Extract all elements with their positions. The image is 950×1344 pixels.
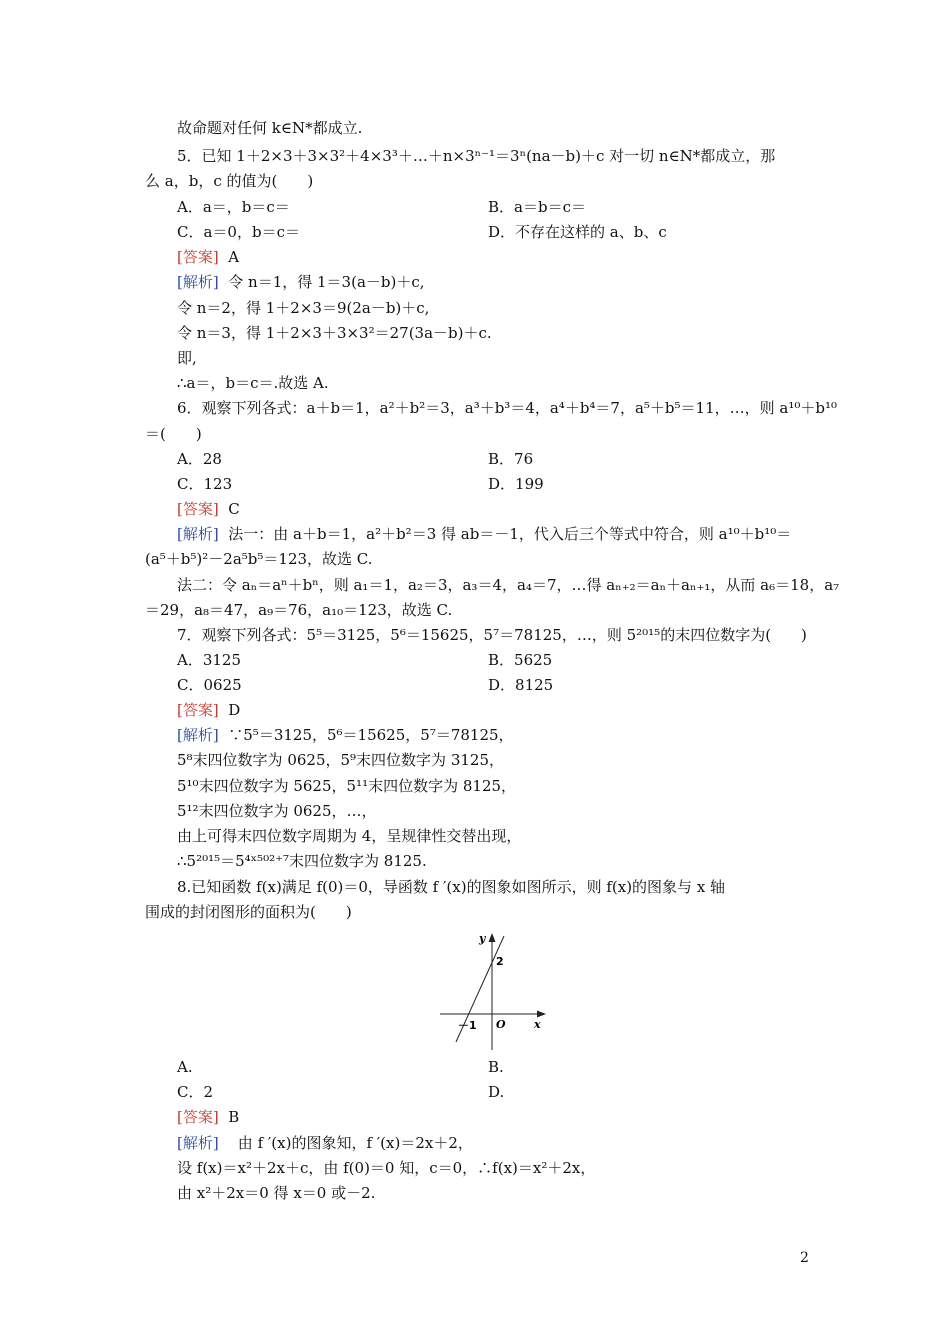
page-number: 2	[800, 1250, 809, 1266]
answer-value: C	[228, 500, 240, 518]
option-c: C．0625	[177, 676, 242, 694]
question-8-stem: 8.已知函数 f(x)满足 f(0)＝0，导函数 f ′(x)的图象如图所示，则 f(x)的图象与 x 轴	[177, 878, 726, 896]
analysis-text: 法一：由 a＋b＝1，a²＋b²＝3 得 ab＝－1，代入后三个等式中符合，则 a¹⁰＋b¹⁰＝	[228, 525, 792, 543]
option-a: A．3125	[177, 651, 242, 669]
option-a: A.	[177, 1058, 193, 1076]
analysis-tag: [解析]	[177, 1134, 219, 1152]
option-c: C．a＝0，b＝c＝	[177, 223, 300, 241]
x-label: x	[534, 1018, 541, 1031]
x-tick-label: －1	[458, 1019, 477, 1032]
question-8-stem-cont: 围成的封闭图形的面积为( )	[145, 903, 352, 921]
y-label: y	[479, 932, 486, 945]
analysis-line	[177, 272, 425, 292]
analysis-text: ＝29，a₈＝47，a₉＝76，a₁₀＝123，故选 C.	[145, 601, 453, 619]
analysis-text: ∴a＝，b＝c＝.故选 A.	[177, 374, 329, 392]
analysis-text: 5¹⁰末四位数字为 5625，5¹¹末四位数字为 8125，	[177, 777, 517, 795]
text-line: 故命题对任何 k∈N*都成立.	[177, 119, 363, 137]
y-tick-label: 2	[496, 955, 504, 968]
y-axis-arrow	[489, 933, 496, 942]
analysis-line	[177, 725, 514, 745]
analysis-text: 法二：令 aₙ＝aⁿ＋bⁿ，则 a₁＝1，a₂＝3，a₃＝4，a₄＝7，…得 aₙ₊₂＝aₙ＋aₙ₊₁，从而 a₆＝18，a₇	[177, 576, 840, 594]
analysis-text: ∵5⁵＝3125，5⁶＝15625，5⁷＝78125，	[228, 726, 514, 744]
analysis-text: 设 f(x)＝x²＋2x＋c，由 f(0)＝0 知，c＝0，∴f(x)＝x²＋2x，	[177, 1159, 596, 1177]
option-d: D.	[488, 1083, 505, 1101]
analysis-line	[177, 524, 791, 544]
answer-value: A	[228, 248, 240, 266]
analysis-line	[177, 1133, 473, 1153]
option-d: D．199	[488, 475, 544, 493]
option-b: B．5625	[488, 651, 553, 669]
analysis-tag: [解析]	[177, 726, 219, 744]
analysis-text: ∴5²⁰¹⁵＝5⁴ˣ⁵⁰²⁺⁷末四位数字为 8125.	[177, 852, 427, 870]
answer-line	[177, 1107, 239, 1127]
x-axis-arrow	[537, 1011, 546, 1018]
question-7-stem: 7．观察下列各式：5⁵＝3125，5⁶＝15625，5⁷＝78125，…，则 5²⁰¹⁵的末四位数字为( )	[177, 626, 807, 644]
option-d: D．不存在这样的 a、b、c	[488, 223, 667, 241]
answer-line	[177, 700, 240, 720]
option-a: A．a＝，b＝c＝	[177, 198, 290, 216]
option-b: B．a＝b＝c＝	[488, 198, 586, 216]
analysis-text: 5¹²末四位数字为 0625，…，	[177, 802, 377, 820]
analysis-text: (a⁵＋b⁵)²－2a⁵b⁵＝123，故选 C.	[145, 550, 373, 568]
question-6-stem: 6．观察下列各式：a＋b＝1，a²＋b²＝3，a³＋b³＝4，a⁴＋b⁴＝7，a⁵＋b⁵＝11，…，则 a¹⁰＋b¹⁰	[177, 399, 838, 417]
analysis-tag: [解析]	[177, 525, 219, 543]
analysis-text: 由 f ′(x)的图象知，f ′(x)＝2x＋2，	[237, 1134, 473, 1152]
analysis-text: 令 n＝2，得 1＋2×3＝9(2a－b)＋c,	[177, 299, 430, 317]
option-a: A．28	[177, 450, 222, 468]
answer-tag: [答案]	[177, 1108, 219, 1126]
analysis-text: 由 x²＋2x＝0 得 x＝0 或－2.	[177, 1184, 376, 1202]
analysis-text: 由上可得末四位数字周期为 4，呈规律性交替出现，	[177, 827, 522, 845]
option-b: B.	[488, 1058, 504, 1076]
option-c: C．2	[177, 1083, 214, 1101]
question-5-stem: 5．已知 1＋2×3＋3×3²＋4×3³＋…＋n×3ⁿ⁻¹＝3ⁿ(na－b)＋c 对一切 n∈N*都成立，那	[177, 147, 776, 165]
option-b: B．76	[488, 450, 534, 468]
answer-line	[177, 247, 239, 267]
derivative-graph	[438, 930, 550, 1056]
analysis-tag: [解析]	[177, 273, 219, 291]
answer-tag: [答案]	[177, 248, 219, 266]
answer-tag: [答案]	[177, 701, 219, 719]
origin-label: O	[496, 1018, 506, 1031]
answer-value: D	[228, 701, 241, 719]
analysis-text: 令 n＝3，得 1＋2×3＋3×3²＝27(3a－b)＋c.	[177, 324, 492, 342]
analysis-text: 即,	[177, 349, 197, 367]
question-6-stem-cont: ＝( )	[145, 425, 202, 443]
analysis-text: 5⁸末四位数字为 0625，5⁹末四位数字为 3125，	[177, 751, 504, 769]
option-c: C．123	[177, 475, 233, 493]
answer-line	[177, 499, 240, 519]
option-d: D．8125	[488, 676, 554, 694]
analysis-text: 令 n＝1，得 1＝3(a－b)＋c,	[228, 273, 425, 291]
answer-tag: [答案]	[177, 500, 219, 518]
question-5-stem-cont: 么 a，b，c 的值为( )	[145, 172, 314, 190]
answer-value: B	[228, 1108, 240, 1126]
